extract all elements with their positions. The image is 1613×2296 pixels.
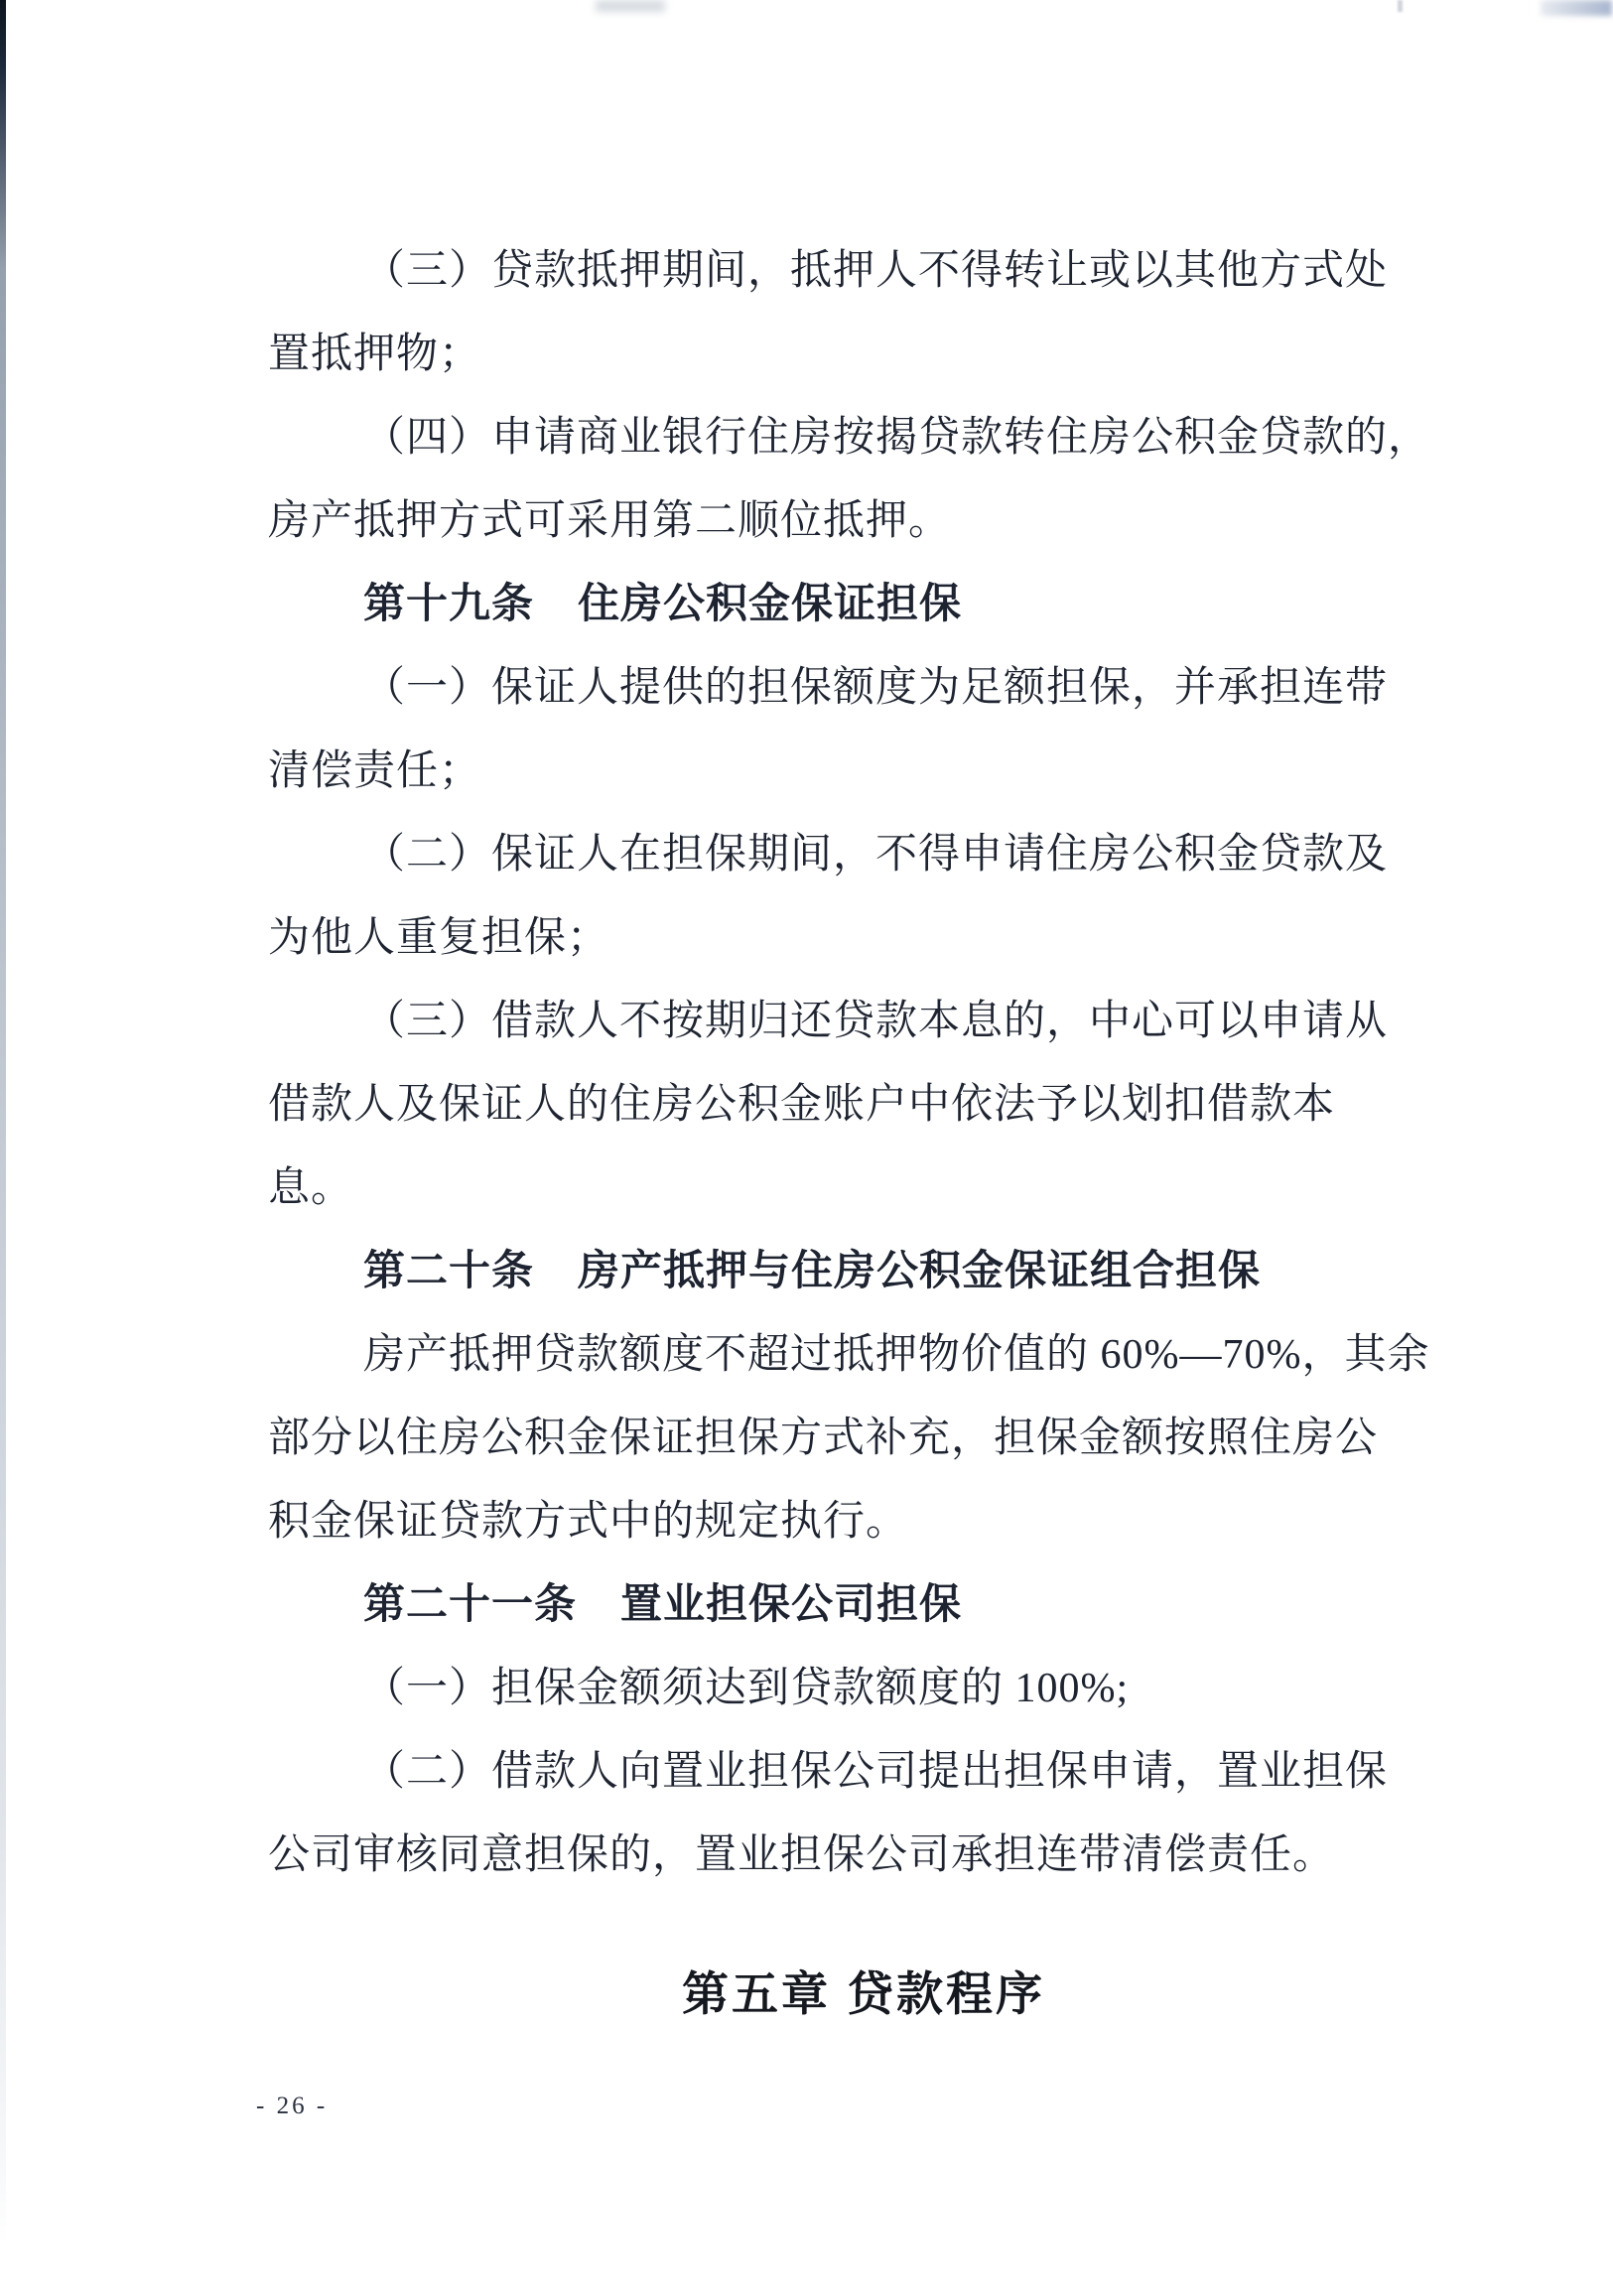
body-line: （四）申请商业银行住房按揭贷款转住房公积金贷款的， <box>363 415 1431 461</box>
body-line: （一）担保金额须达到贷款额度的 100%; <box>363 1666 1130 1711</box>
article-title: 住房公积金保证担保 <box>578 582 963 627</box>
body-line: 借款人及保证人的住房公积金账户中依法予以划扣借款本 <box>268 1082 1336 1128</box>
body-line: （三）贷款抵押期间，抵押人不得转让或以其他方式处 <box>363 248 1389 294</box>
article-title: 房产抵押与住房公积金保证组合担保 <box>578 1249 1262 1294</box>
chapter-heading: 第五章 贷款程序 <box>681 1967 1046 2020</box>
body-line: 房产抵押贷款额度不超过抵押物价值的 60%—70%，其余 <box>363 1332 1430 1378</box>
body-line: 息。 <box>268 1165 354 1211</box>
scan-tick-top <box>1398 0 1403 12</box>
article-number: 第十九条 <box>363 582 535 627</box>
body-line: （三）借款人不按期归还贷款本息的，中心可以申请从 <box>363 999 1389 1044</box>
scan-edge-artifact-left <box>0 0 6 2245</box>
body-line: 部分以住房公积金保证担保方式补充，担保金额按照住房公 <box>268 1416 1379 1461</box>
article-heading <box>268 1563 1380 1647</box>
body-line: 清偿责任； <box>268 748 482 794</box>
body-line: 房产抵押方式可采用第二顺位抵押。 <box>268 498 952 544</box>
body-line: （二）借款人向置业担保公司提出担保申请，置业担保 <box>363 1749 1389 1795</box>
article-heading <box>268 563 1380 646</box>
body-line: 公司审核同意担保的，置业担保公司承担连带清偿责任。 <box>268 1832 1336 1878</box>
document-lines <box>268 229 1431 2036</box>
body-line: （二）保证人在担保期间，不得申请住房公积金贷款及 <box>363 832 1389 878</box>
article-title: 置业担保公司担保 <box>620 1582 963 1628</box>
body-line: 置抵押物； <box>268 332 482 377</box>
body-line: 为他人重复担保； <box>268 915 610 961</box>
article-number: 第二十条 <box>363 1249 535 1294</box>
body-line: 积金保证贷款方式中的规定执行。 <box>268 1499 909 1545</box>
article-heading <box>268 1230 1380 1313</box>
article-number: 第二十一条 <box>363 1582 578 1628</box>
scan-smudge-top-center <box>596 0 665 12</box>
body-line: （一）保证人提供的担保额度为足额担保，并承担连带 <box>363 665 1389 711</box>
scan-smudge-top-right <box>1541 0 1612 16</box>
page-number: - 26 - <box>256 2093 329 2119</box>
